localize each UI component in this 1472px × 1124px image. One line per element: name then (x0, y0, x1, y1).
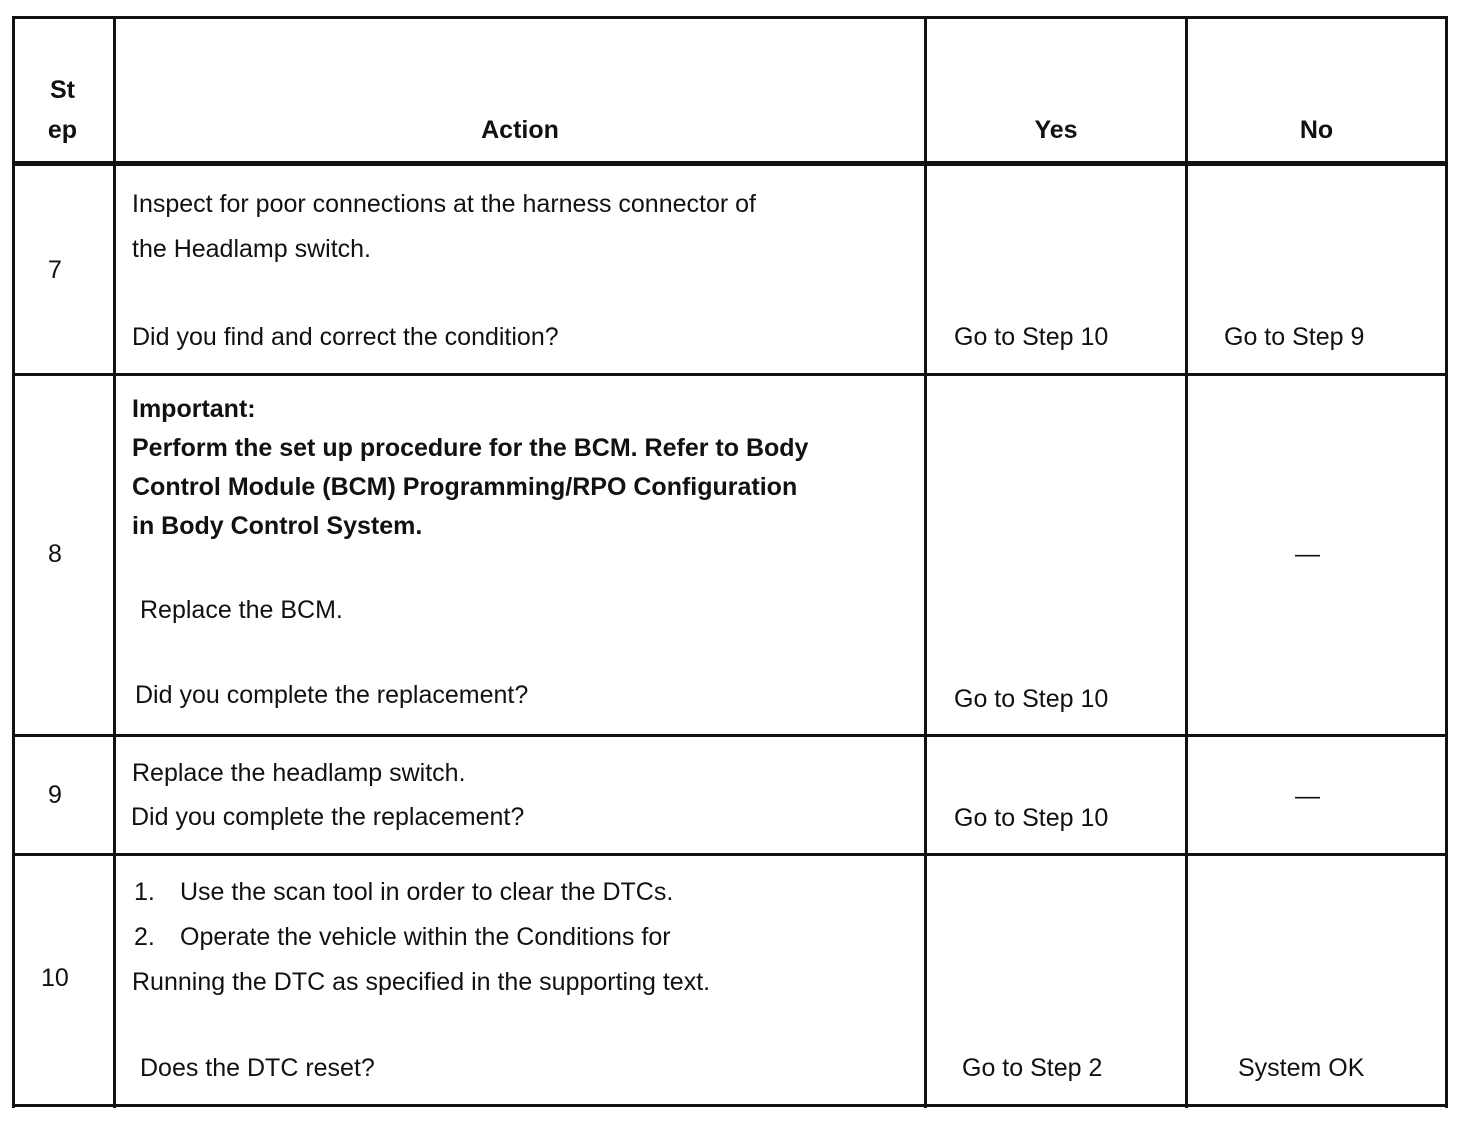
yes-result: Go to Step 10 (954, 323, 1109, 351)
action-text: Replace the headlamp switch. (132, 759, 466, 787)
yes-result: Go to Step 10 (954, 804, 1109, 832)
table-border-left (12, 16, 15, 1108)
action-text: Replace the BCM. (140, 596, 343, 624)
list-item-text: Operate the vehicle within the Conditions for (180, 923, 671, 951)
action-text: the Headlamp switch. (132, 235, 372, 263)
action-question: Does the DTC reset? (140, 1054, 375, 1082)
table-border-top (12, 16, 1448, 19)
header-step-line1: St (50, 76, 75, 104)
column-divider-step (113, 16, 116, 1108)
yes-result: Go to Step 10 (954, 685, 1109, 713)
column-divider-action (924, 16, 927, 1108)
header-no: No (1299, 116, 1334, 144)
step-number-7: 7 (48, 256, 62, 284)
no-result: — (1295, 540, 1320, 568)
row-divider-9 (12, 853, 1448, 856)
list-item-number: 2. (134, 923, 155, 951)
no-result: System OK (1238, 1054, 1365, 1082)
list-item-number: 1. (134, 878, 155, 906)
step-number-8: 8 (48, 540, 62, 568)
list-item-text: Use the scan tool in order to clear the DTCs. (180, 878, 674, 906)
table-border-right (1445, 16, 1448, 1108)
list-item-continuation: Running the DTC as specified in the supporting text. (132, 968, 711, 996)
important-note: in Body Control System. (132, 512, 423, 540)
header-divider (12, 161, 1448, 166)
step-number-10: 10 (41, 964, 69, 992)
column-divider-yes (1185, 16, 1188, 1108)
header-action: Action (481, 116, 559, 144)
important-label: Important: (132, 395, 256, 423)
yes-result: Go to Step 2 (962, 1054, 1103, 1082)
important-note: Perform the set up procedure for the BCM. Refer to Body (132, 434, 809, 462)
action-text: Inspect for poor connections at the harness connector of (132, 190, 756, 218)
no-result: — (1295, 782, 1320, 810)
header-yes: Yes (1034, 116, 1078, 144)
row-divider-7 (12, 373, 1448, 376)
row-divider-8 (12, 734, 1448, 737)
action-question: Did you complete the replacement? (135, 681, 529, 709)
table-border-bottom (12, 1104, 1448, 1107)
diagnostic-table (12, 16, 1448, 1108)
no-result: Go to Step 9 (1224, 323, 1365, 351)
header-step-line2: ep (47, 116, 78, 144)
action-question: Did you find and correct the condition? (132, 323, 559, 351)
action-question: Did you complete the replacement? (131, 803, 525, 831)
step-number-9: 9 (48, 781, 62, 809)
important-note: Control Module (BCM) Programming/RPO Configuration (132, 473, 798, 501)
